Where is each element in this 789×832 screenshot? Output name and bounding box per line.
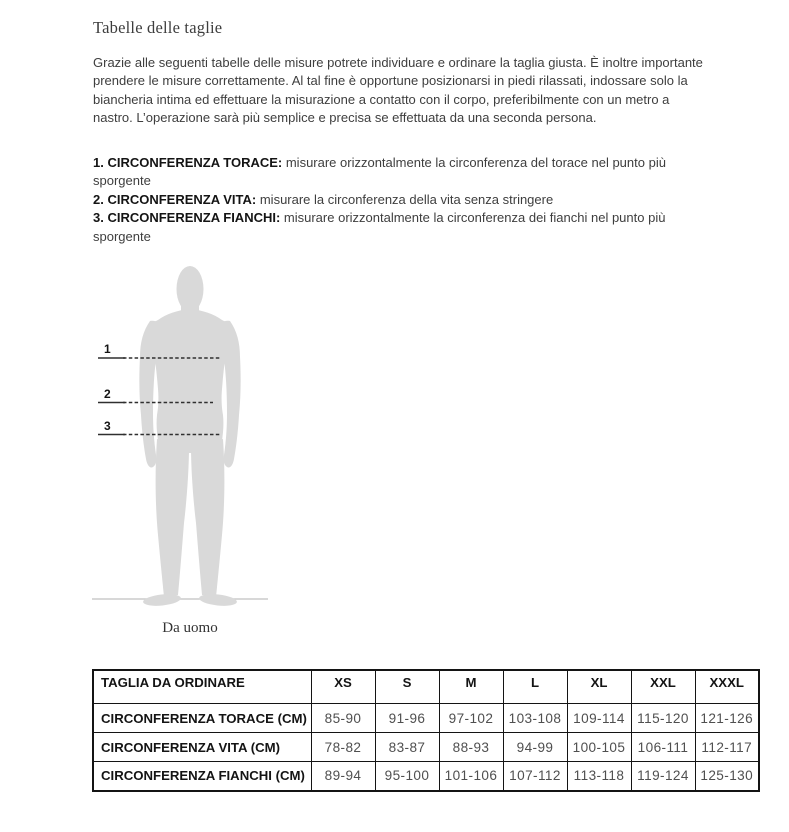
figure-caption: Da uomo xyxy=(162,620,218,636)
size-value-cell: 91-96 xyxy=(375,704,439,733)
size-value-cell: 101-106 xyxy=(439,762,503,791)
size-value-cell: 95-100 xyxy=(375,762,439,791)
male-silhouette-illustration xyxy=(90,263,290,608)
measure-item-label: 2. CIRCONFERENZA VITA: xyxy=(93,191,257,207)
measure-item-label: 3. CIRCONFERENZA FIANCHI: xyxy=(93,210,281,226)
measure-item-text: misurare orizzontalmente la circonferenza dei fianchi nel punto più sporgente xyxy=(93,210,666,244)
header-cell-xxxl: XXXL xyxy=(695,670,759,704)
marker-label-1: 1 xyxy=(104,342,111,356)
marker-label-3: 3 xyxy=(104,419,111,433)
measure-item-text: misurare orizzontalmente la circonferenza del torace nel punto più sporgente xyxy=(93,155,666,189)
size-value-cell: 107-112 xyxy=(503,762,567,791)
table-row-waist xyxy=(93,733,759,762)
size-value-cell: 78-82 xyxy=(311,733,375,762)
right-leg xyxy=(191,439,224,597)
size-value-cell: 88-93 xyxy=(439,733,503,762)
row-label-cell: CIRCONFERENZA VITA (CM) xyxy=(93,733,311,762)
size-value-cell: 89-94 xyxy=(311,762,375,791)
measure-item-hips xyxy=(93,209,705,246)
header-cell-m: M xyxy=(439,670,503,704)
measure-item-waist xyxy=(93,191,705,209)
male-body-figure xyxy=(90,263,290,608)
header-cell-xxl: XXL xyxy=(631,670,695,704)
size-table xyxy=(92,669,760,792)
size-value-cell: 109-114 xyxy=(567,704,631,733)
table-row-chest xyxy=(93,704,759,733)
size-value-cell: 103-108 xyxy=(503,704,567,733)
size-value-cell: 94-99 xyxy=(503,733,567,762)
measure-item-label: 1. CIRCONFERENZA TORACE: xyxy=(93,155,283,170)
row-label-cell: CIRCONFERENZA TORACE (CM) xyxy=(93,704,311,733)
row-label-cell: CIRCONFERENZA FIANCHI (CM) xyxy=(93,762,311,791)
header-cell-xs: XS xyxy=(311,670,375,704)
size-value-cell: 112-117 xyxy=(695,733,759,762)
size-table-header-row xyxy=(93,670,759,704)
page-title: Tabelle delle taglie xyxy=(93,18,223,37)
header-cell-taglia: TAGLIA DA ORDINARE xyxy=(93,670,311,704)
intro-paragraph: Grazie alle seguenti tabelle delle misure potrete individuare e ordinare la taglia giusta. È inoltre importante prendere le misure correttamente. Al tal fine è opportune posizionarsi in piedi rilassati, indossare solo la biancheria intima ed effettuare la misurazione a contatto con il corpo, preferibilmente con un metro a nastro. L’operazione sarà più semplice e precisa se effettuata da una seconda persona. xyxy=(93,55,703,126)
marker-label-2: 2 xyxy=(104,387,111,401)
header-cell-xl: XL xyxy=(567,670,631,704)
size-value-cell: 115-120 xyxy=(631,704,695,733)
measure-item-text: misurare la circonferenza della vita senza stringere xyxy=(256,191,554,207)
measure-instructions-list xyxy=(93,154,705,246)
size-value-cell: 106-111 xyxy=(631,733,695,762)
size-value-cell: 125-130 xyxy=(695,762,759,791)
size-value-cell: 97-102 xyxy=(439,704,503,733)
measure-item-chest xyxy=(93,154,705,191)
header-cell-l: L xyxy=(503,670,567,704)
header-cell-s: S xyxy=(375,670,439,704)
size-value-cell: 113-118 xyxy=(567,762,631,791)
left-leg xyxy=(156,439,189,597)
size-value-cell: 100-105 xyxy=(567,733,631,762)
size-value-cell: 121-126 xyxy=(695,704,759,733)
head xyxy=(177,266,204,312)
size-value-cell: 85-90 xyxy=(311,704,375,733)
table-row-hips xyxy=(93,762,759,791)
male-silhouette xyxy=(139,266,240,607)
size-value-cell: 83-87 xyxy=(375,733,439,762)
size-value-cell: 119-124 xyxy=(631,762,695,791)
